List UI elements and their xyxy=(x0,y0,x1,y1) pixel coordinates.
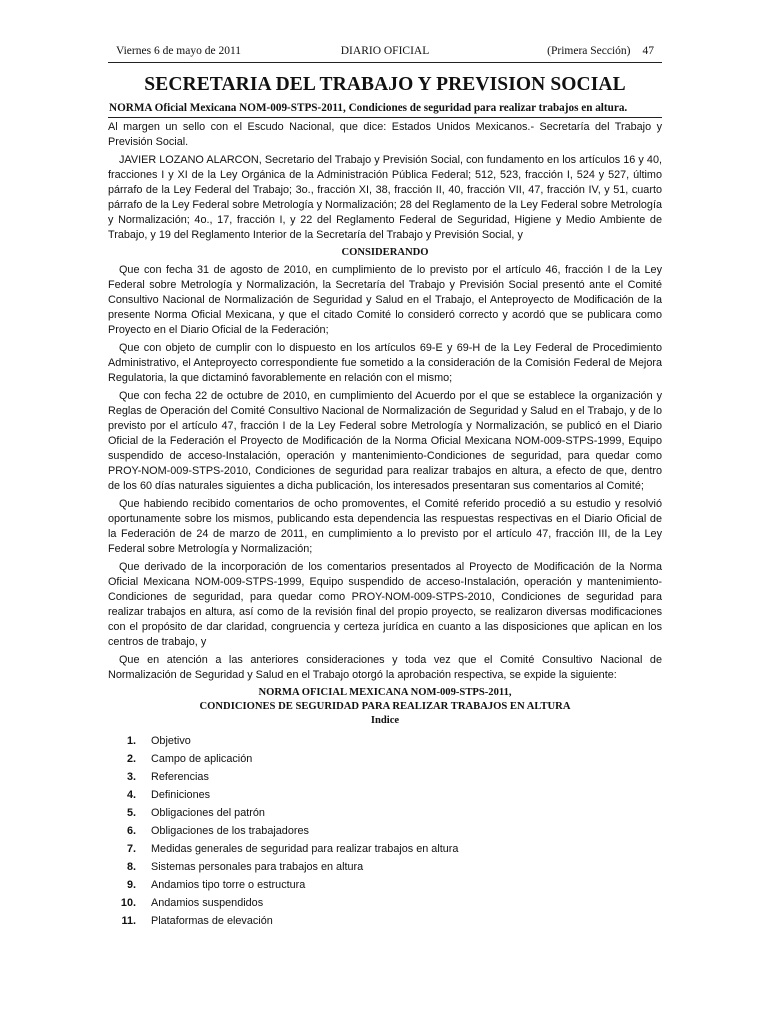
index-item-label: Medidas generales de seguridad para realizar trabajos en altura xyxy=(151,843,459,855)
considerando-paragraph-1: Que con fecha 31 de agosto de 2010, en cumplimiento de lo previsto por el artículo 46, fracción I de la Ley Federal sobre Metrología y Normalización, la Secretaría del Trabajo y Previsión Social presentó ante el Comité Consultivo Nacional de Normalización de Seguridad y Salud en el Trabajo, el Anteproyecto de Modificación de la presente Norma Oficial Mexicana, y que el citado Comité lo consideró correcto y acordó que se publicara como Proyecto en el Diario Oficial de la Federación; xyxy=(108,264,662,336)
index-item-number: 6. xyxy=(126,825,136,837)
considerando-paragraph-2: Que con objeto de cumplir con lo dispuesto en los artículos 69-E y 69-H de la Ley Federal de Procedimiento Administrativo, el Anteproyecto correspondiente fue sometido a la consideración de la Comisión Federal de Mejora Regulatoria, la que dictaminó favorablemente en relación con el mismo; xyxy=(108,342,662,384)
index-item-label: Andamios tipo torre o estructura xyxy=(151,879,306,891)
index-item-label: Campo de aplicación xyxy=(151,753,253,765)
index-item xyxy=(108,876,662,894)
seal-paragraph: Al margen un sello con el Escudo Nacional, que dice: Estados Unidos Mexicanos.- Secretaría del Trabajo y Previsión Social. xyxy=(108,121,662,148)
page-number: 47 xyxy=(642,45,654,57)
index-item-number: 2. xyxy=(126,753,136,765)
index-item-number: 8. xyxy=(126,861,136,873)
ministry-title: SECRETARIA DEL TRABAJO Y PREVISION SOCIAL xyxy=(144,74,626,95)
index-item-label: Definiciones xyxy=(151,789,211,801)
index-item-number: 7. xyxy=(126,843,136,855)
index-item xyxy=(108,840,662,858)
index-item-label: Andamios suspendidos xyxy=(151,897,264,909)
norm-heading-line-1: NORMA OFICIAL MEXICANA NOM-009-STPS-2011, xyxy=(258,687,512,698)
index-heading: Indice xyxy=(370,715,400,726)
index-item xyxy=(108,822,662,840)
index-item xyxy=(108,804,662,822)
header-section: (Primera Sección) xyxy=(547,45,631,57)
index-item xyxy=(108,786,662,804)
index-item-label: Referencias xyxy=(151,771,209,783)
norm-title: NORMA Oficial Mexicana NOM-009-STPS-2011, Condiciones de seguridad para realizar trabajos en altura. xyxy=(108,102,662,118)
index-item-number: 11. xyxy=(121,915,136,927)
index-item-label: Objetivo xyxy=(151,735,191,747)
header-section-page xyxy=(547,45,654,57)
document-page xyxy=(108,44,662,930)
index-item xyxy=(108,750,662,768)
considerando-paragraph-4: Que habiendo recibido comentarios de ocho promoventes, el Comité referido procedió a su estudio y resolvió oportunamente sobre los mismos, publicando esta dependencia las respuestas respectivas en el Diario Oficial de la Federación de 24 de marzo de 2011, en cumplimiento a lo previsto por el artículo 47, fracción III, de la Ley Federal sobre Metrología y Normalización; xyxy=(108,498,662,555)
index-item-number: 10. xyxy=(120,897,136,909)
considerando-paragraph-6: Que en atención a las anteriores consideraciones y toda vez que el Comité Consultivo Nacional de Normalización de Seguridad y Salud en el Trabajo otorgó la aprobación respectiva, se expide la siguiente: xyxy=(108,654,662,681)
index-item-label: Obligaciones de los trabajadores xyxy=(151,825,309,837)
header-date: Viernes 6 de mayo de 2011 xyxy=(116,45,242,57)
index-item xyxy=(108,912,662,930)
index-item-label: Obligaciones del patrón xyxy=(151,807,265,819)
index-item xyxy=(108,894,662,912)
considerando-paragraph-5: Que derivado de la incorporación de los comentarios presentados al Proyecto de Modificación de la Norma Oficial Mexicana NOM-009-STPS-1999, Equipo suspendido de acceso-Instalación, operación y mantenimiento-Condiciones de seguridad, para quedar como PROY-NOM-009-STPS-2010, Condiciones de seguridad para realizar trabajos en altura, así como de la revisión final del propio proyecto, se realizaron diversas modificaciones con el propósito de dar claridad, congruencia y certeza jurídica en cuanto a las disposiciones que aplican en los centros de trabajo, y xyxy=(108,561,662,648)
index-item-number: 9. xyxy=(126,879,136,891)
index-list xyxy=(108,732,662,930)
index-item-number: 4. xyxy=(126,789,136,801)
index-item xyxy=(108,768,662,786)
considerando-heading: CONSIDERANDO xyxy=(341,247,429,258)
index-item-number: 5. xyxy=(126,807,136,819)
index-item-label: Sistemas personales para trabajos en altura xyxy=(151,861,364,873)
index-item-label: Plataformas de elevación xyxy=(151,915,273,927)
index-item-number: 1. xyxy=(126,735,136,747)
index-item-number: 3. xyxy=(126,771,136,783)
norm-heading-line-2: CONDICIONES DE SEGURIDAD PARA REALIZAR TRABAJOS EN ALTURA xyxy=(199,701,571,712)
considerando-paragraph-3: Que con fecha 22 de octubre de 2010, en cumplimiento del Acuerdo por el que se establece la organización y Reglas de Operación del Comité Consultivo Nacional de Normalización de Seguridad y Salud en el Trabajo, y de lo previsto por el artículo 47, fracción I de la Ley Federal sobre Metrología y Normalización, se publicó en el Diario Oficial de la Federación el Proyecto de Modificación de la Norma Oficial Mexicana NOM-009-STPS-1999, Equipo suspendido de acceso-Instalación, operación y mantenimiento-Condiciones de seguridad, para quedar como PROY-NOM-009-STPS-2010, Condiciones de seguridad para realizar trabajos en altura, a efecto de que, dentro de los 60 días naturales siguientes a dicha publicación, los interesados presentaran sus comentarios al Comité; xyxy=(108,390,662,492)
intro-paragraph: JAVIER LOZANO ALARCON, Secretario del Trabajo y Previsión Social, con fundamento en los artículos 16 y 40, fracciones I y XI de la Ley Orgánica de la Administración Pública Federal; 512, 523, fracción I, 524 y 527, último párrafo de la Ley Federal del Trabajo; 3o., fracción XI, 38, fracción II, 40, fracción VII, 47, fracción IV, y 51, cuarto párrafo de la Ley Federal sobre Metrología y Normalización; 28 del Reglamento de la Ley Federal sobre Metrología y Normalización; 4o., 17, fracción I, y 22 del Reglamento Federal de Seguridad, Higiene y Medio Ambiente de Trabajo, y 19 del Reglamento Interior de la Secretaría del Trabajo y Previsión Social, y xyxy=(108,154,662,241)
index-item xyxy=(108,858,662,876)
index-item xyxy=(108,732,662,750)
header-publication: DIARIO OFICIAL xyxy=(340,45,430,57)
running-header xyxy=(108,44,662,63)
